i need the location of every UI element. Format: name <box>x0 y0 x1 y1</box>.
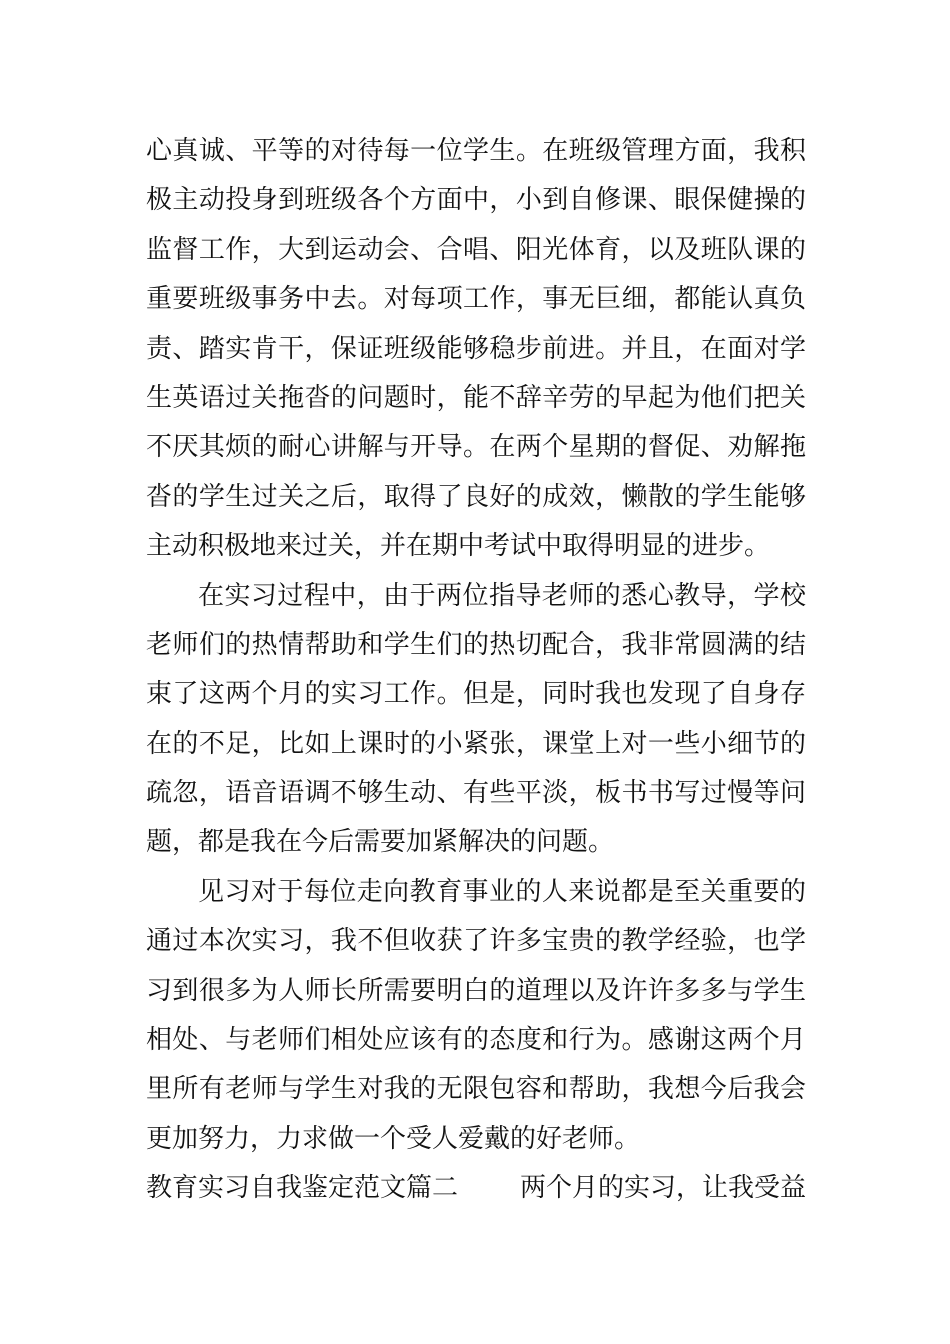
text-line: 见习对于每位走向教育事业的人来说都是至关重要的 <box>198 876 806 907</box>
text-line: 极主动投身到班级各个方面中，小到自修课、眼保健操的 <box>146 185 806 216</box>
paragraph-conclusion <box>146 868 806 1164</box>
paragraph-class-management <box>146 127 806 572</box>
section-heading: 教育实习自我鉴定范文篇二 <box>146 1173 459 1204</box>
text-line: 通过本次实习，我不但收获了许多宝贵的教学经验，也学 <box>146 926 806 957</box>
document-body <box>146 127 806 1214</box>
text-line: 相处、与老师们相处应该有的态度和行为。感谢这两个月 <box>146 1025 806 1056</box>
text-line: 监督工作，大到运动会、合唱、阳光体育，以及班队课的 <box>146 234 806 265</box>
text-line: 主动积极地来过关，并在期中考试中取得明显的进步。 <box>146 531 771 562</box>
section-heading-row <box>146 1164 806 1213</box>
text-line: 题，都是我在今后需要加紧解决的问题。 <box>146 827 615 858</box>
text-line: 里所有老师与学生对我的无限包容和帮助，我想今后我会 <box>146 1074 806 1105</box>
text-line: 沓的学生过关之后，取得了良好的成效，懒散的学生能够 <box>146 481 806 512</box>
text-line: 责、踏实肯干，保证班级能够稳步前进。并且，在面对学 <box>146 333 806 364</box>
text-line: 疏忽，语音语调不够生动、有些平淡，板书书写过慢等问 <box>146 778 806 809</box>
text-line: 更加努力，力求做一个受人爱戴的好老师。 <box>146 1123 641 1154</box>
text-line: 不厌其烦的耐心讲解与开导。在两个星期的督促、劝解拖 <box>146 432 806 463</box>
text-line: 习到很多为人师长所需要明白的道理以及许许多多与学生 <box>146 975 806 1006</box>
text-line: 老师们的热情帮助和学生们的热切配合，我非常圆满的结 <box>146 629 806 660</box>
text-line: 在的不足，比如上课时的小紧张，课堂上对一些小细节的 <box>146 728 806 759</box>
text-line: 心真诚、平等的对待每一位学生。在班级管理方面，我积 <box>146 136 806 166</box>
text-line: 在实习过程中，由于两位指导老师的悉心教导，学校 <box>198 580 806 611</box>
text-line: 重要班级事务中去。对每项工作，事无巨细，都能认真负 <box>146 284 806 315</box>
text-line: 束了这两个月的实习工作。但是，同时我也发现了自身存 <box>146 679 806 710</box>
text-line: 生英语过关拖沓的问题时，能不辞辛劳的早起为他们把关 <box>146 382 806 413</box>
paragraph-shortcomings <box>146 572 806 868</box>
section-first-line: 两个月的实习，让我受益 <box>519 1173 806 1204</box>
